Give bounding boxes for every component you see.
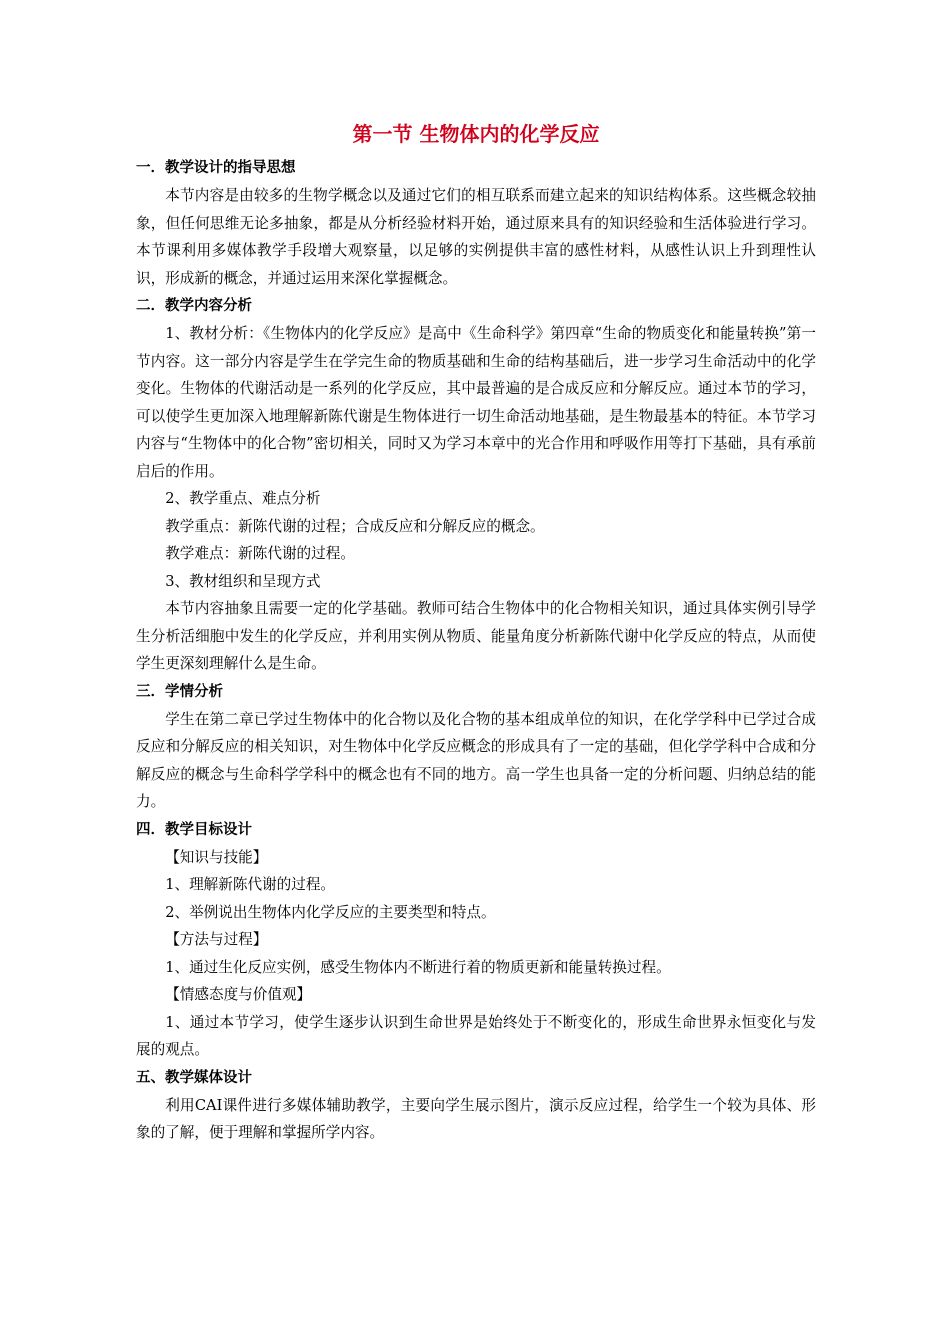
document-title: 第一节 生物体内的化学反应: [352, 122, 600, 146]
paragraph-organization: 本节内容抽象且需要一定的化学基础。教师可结合生物体中的化合物相关知识，通过具体实例引导学生分析活细胞中发生的化学反应，并利用实例从物质、能量角度分析新陈代谢中化学反应的特点，从而使学生更深刻理解什么是生命。: [136, 600, 816, 672]
text-key-point: 教学重点：新陈代谢的过程；合成反应和分解反应的概念。: [165, 517, 545, 535]
section-heading-student-analysis: 三．学情分析: [136, 683, 223, 700]
section-heading-objectives: 四．教学目标设计: [136, 821, 252, 838]
section-heading-content-analysis: 二．教学内容分析: [136, 298, 252, 314]
objective-item: 1、通过本节学习，使学生逐步认识到生命世界是始终处于不断变化的，形成生命世界永恒变化与发展的观点。: [136, 1013, 816, 1058]
paragraph-media-design: 利用CAI课件进行多媒体辅助教学，主要向学生展示图片，演示反应过程，给学生一个较为具体、形象的了解，便于理解和掌握所学内容。: [136, 1096, 816, 1141]
text-difficult-point: 教学难点：新陈代谢的过程。: [165, 545, 355, 562]
document-page: [136, 118, 816, 1147]
paragraph-textbook-analysis: 1、教材分析：《生物体内的化学反应》是高中《生命科学》第四章“生命的物质变化和能量转换”第一节内容。这一部分内容是学生在学完生命的物质基础和生命的结构基础后，进一步学习生命活动中的化学变化。生物体的代谢活动是一系列的化学反应，其中最普遍的是合成反应和分解反应。通过本节的学习，可以使学生更加深入地理解新陈代谢是生物体进行一切生命活动地基础，是生物最基本的特征。本节学习内容与“生物体中的化合物”密切相关，同时又为学习本章中的光合作用和呼吸作用等打下基础，具有承前启后的作用。: [136, 325, 816, 480]
paragraph-student-analysis: 学生在第二章已学过生物体中的化合物以及化合物的基本组成单位的知识，在化学学科中已学过合成反应和分解反应的相关知识，对生物体中化学反应概念的形成具有了一定的基础，但化学学科中合成和分解反应的概念与生命科学学科中的概念也有不同的地方。高一学生也具备一定的分析问题、归纳总结的能力。: [136, 710, 816, 810]
label-organization: 3、教材组织和呈现方式: [165, 572, 321, 590]
objective-item: 1、通过生化反应实例，感受生物体内不断进行着的物质更新和能量转换过程。: [165, 958, 671, 976]
objective-item: 1、理解新陈代谢的过程。: [165, 876, 336, 893]
paragraph-guiding-idea: 本节内容是由较多的生物学概念以及通过它们的相互联系而建立起来的知识结构体系。这些概念较抽象，但任何思维无论多抽象，都是从分析经验材料开始，通过原来具有的知识经验和生活体验进行学习。本节课利用多媒体教学手段增大观察量，以足够的实例提供丰富的感性材料，从感性认识上升到理性认识，形成新的概念，并通过运用来深化掌握概念。: [136, 187, 816, 287]
section-heading-media-design: 五、教学媒体设计: [136, 1069, 252, 1086]
label-method-process: 【方法与过程】: [165, 931, 268, 948]
label-key-difficult-points: 2、教学重点、难点分析: [165, 490, 321, 507]
objective-item: 2、举例说出生物体内化学反应的主要类型和特点。: [165, 903, 496, 921]
label-knowledge-skills: 【知识与技能】: [165, 848, 268, 866]
section-heading-guiding-idea: 一．教学设计的指导思想: [136, 160, 296, 176]
label-emotion-values: 【情感态度与价值观】: [165, 986, 312, 1003]
